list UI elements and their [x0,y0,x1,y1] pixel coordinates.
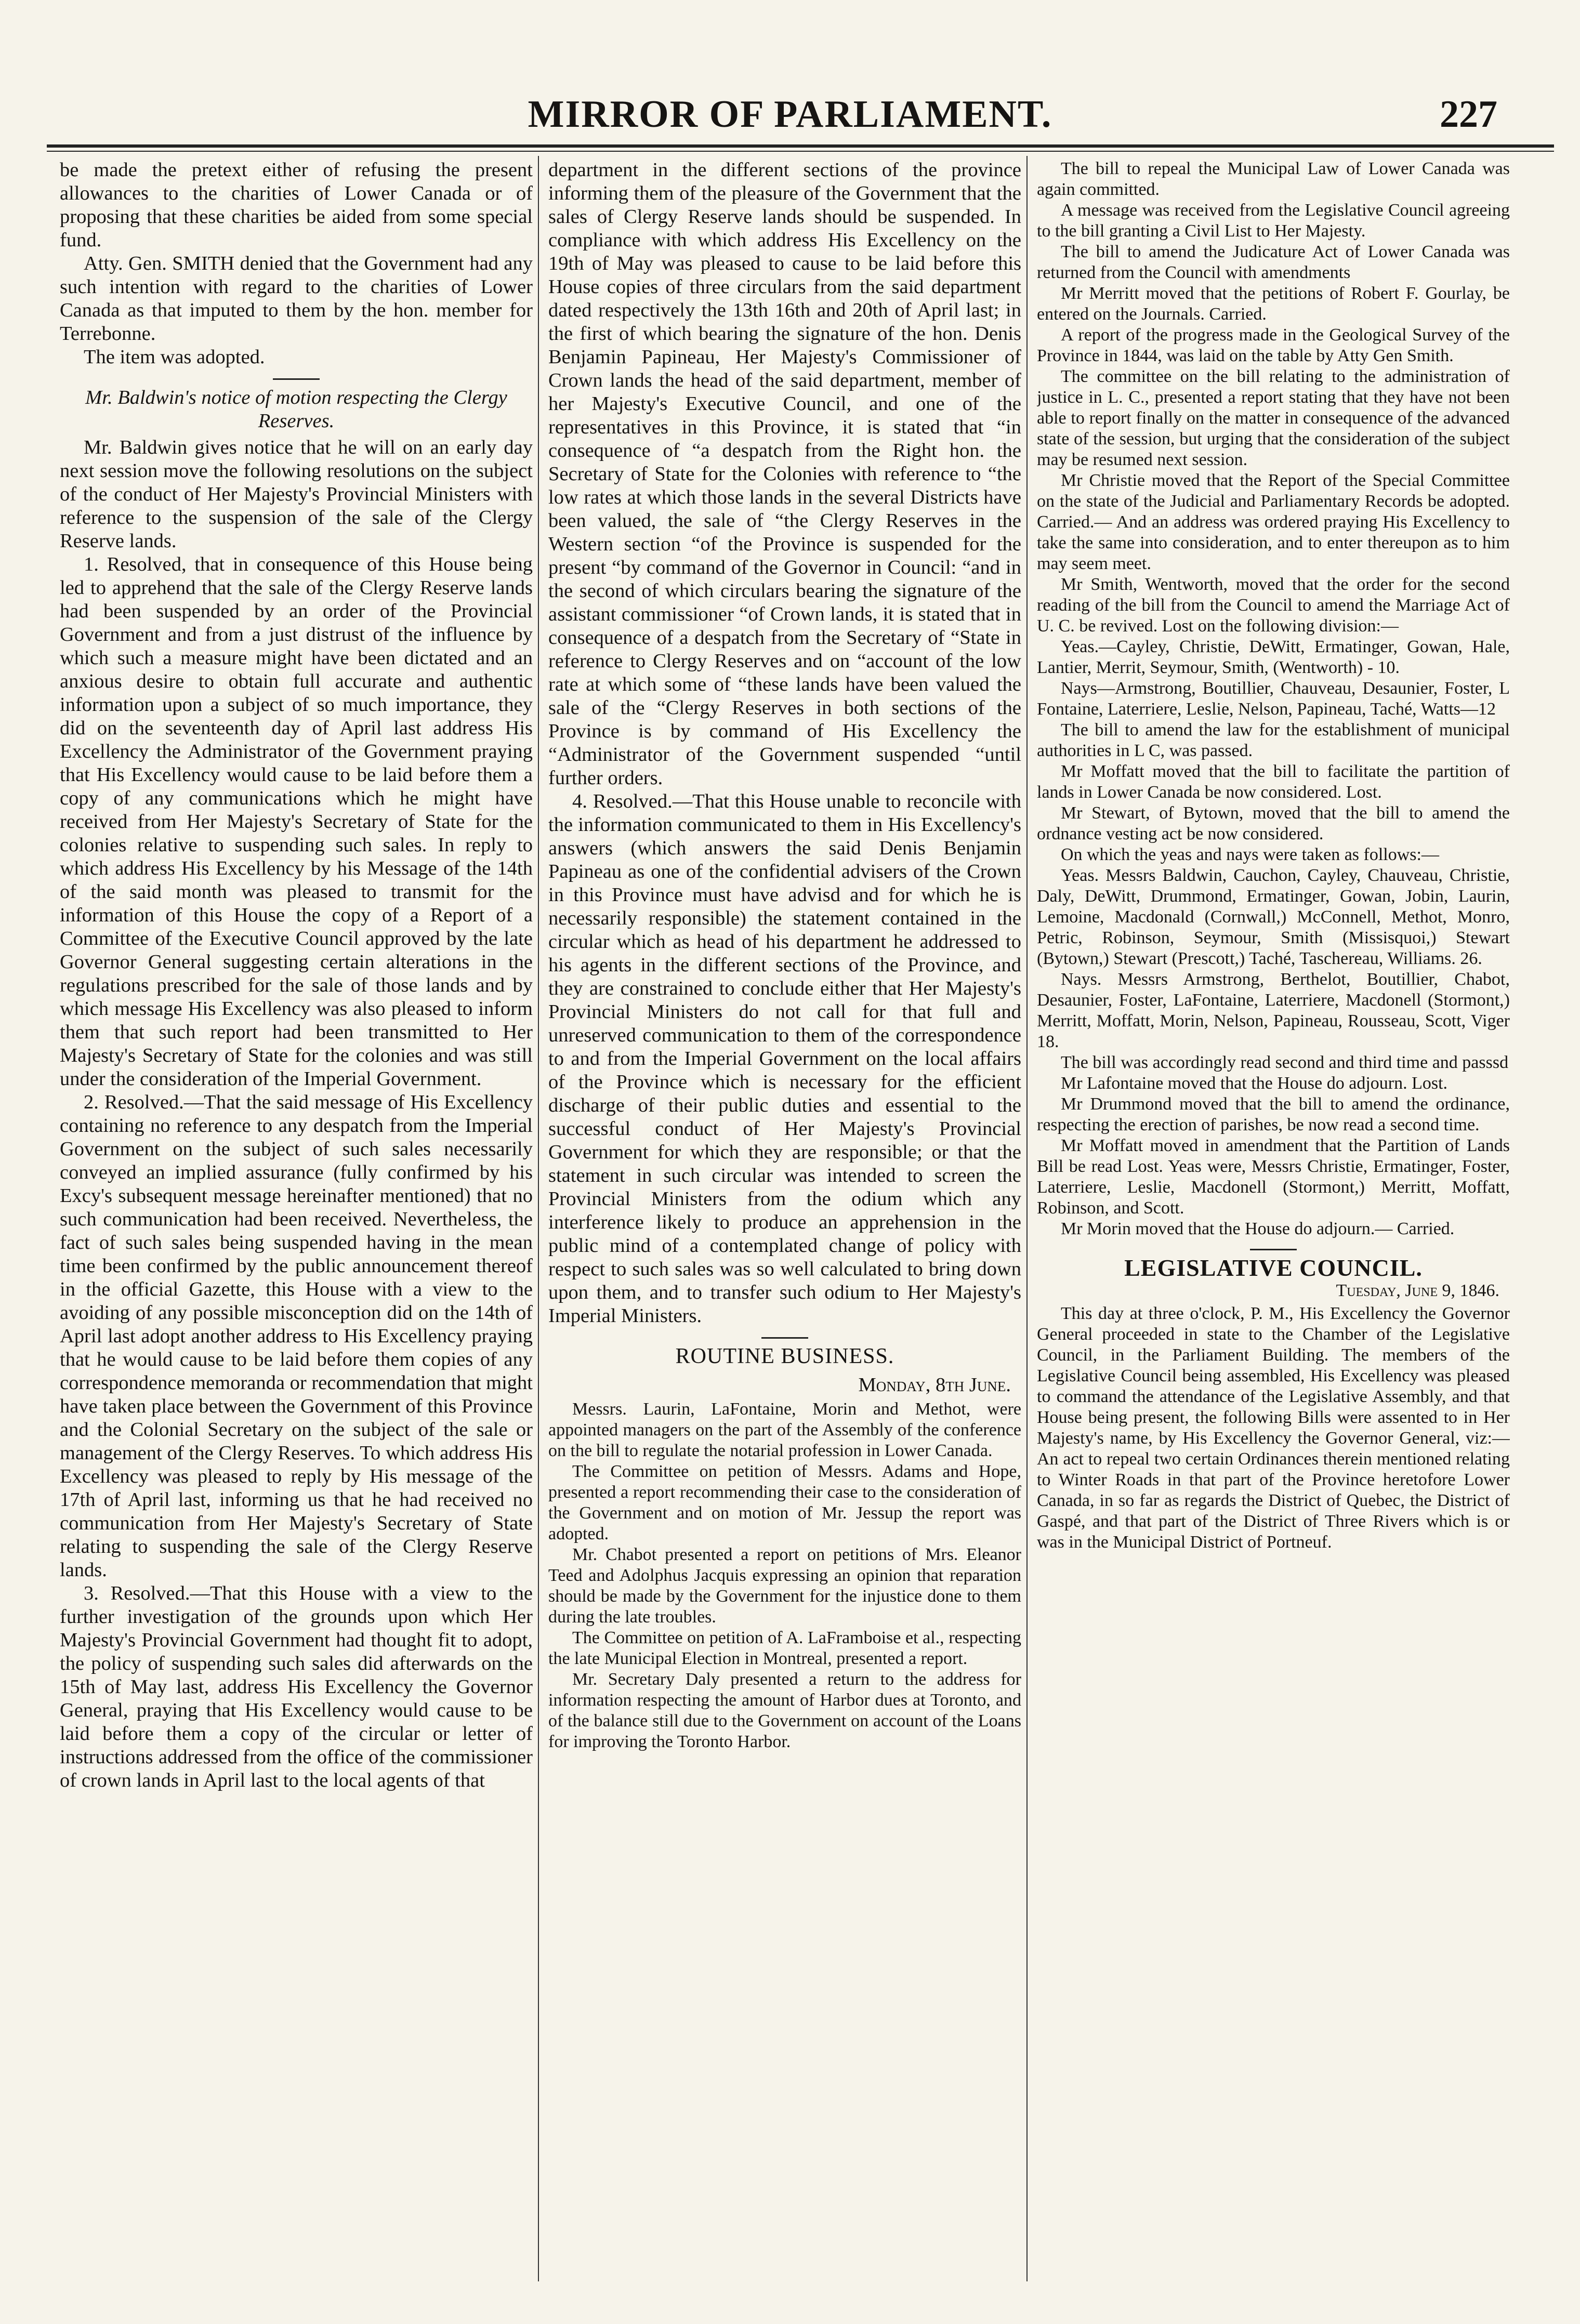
paragraph: The Committee on petition of A. LaFramboise et al., respecting the late Municipal Election in Montreal, presented a report. [548,1628,1021,1668]
section-heading: Mr. Baldwin's notice of motion respecting the Clergy Reserves. [85,387,507,432]
paragraph: Mr Lafontaine moved that the House do adjourn. Lost. [1061,1074,1448,1093]
paragraph: The Committee on petition of Messrs. Adams and Hope, presented a report recommending their case to the consideration of the Government and on motion of Mr. Jessup the report was adopted. [548,1462,1021,1543]
paragraph: The committee on the bill relating to the administration of justice in L. C., presented a report stating that they have not been able to report finally on the matter in consequence of the advanced state of the session, but urging that the consideration of the subject may be resumed next session. [1037,367,1510,469]
paragraph: The bill to amend the law for the establishment of municipal authorities in L C, was passed. [1037,720,1510,760]
paragraph: Mr. Secretary Daly presented a return to the address for information respecting the amount of Harbor dues at Toronto, and of the balance still due to the Government on account of the Loans for improving the Toronto Harbor. [548,1670,1021,1751]
page-title: MIRROR OF PARLIAMENT. [528,93,1052,136]
paragraph: Nays. Messrs Armstrong, Berthelot, Boutillier, Chabot, Desaunier, Foster, LaFontaine, Laterriere, Macdonell (Stormont,) Merritt, Moffatt, Morin, Nelson, Papineau, Rousseau, Scott, Viger 18. [1037,970,1510,1051]
paragraph: Yeas.—Cayley, Christie, DeWitt, Ermatinger, Gowan, Hale, Lantier, Merrit, Seymour, Smith, (Wentworth) - 10. [1037,637,1510,677]
paragraph: Mr Moffatt moved that the bill to facilitate the partition of lands in Lower Canada be now considered. Lost. [1037,762,1510,802]
paragraph: 4. Resolved.—That this House unable to reconcile with the information communicated to them in His Excellency's answers (which answers the said Denis Benjamin Papineau as one of the confidential advisers of the Crown in this Province must have advisd and for which he is necessarily responsible) the statement contained in the circular which as head of his department he addressed to his agents in the different sections of the Province, and they are constrained to conclude either that Her Majesty's Provincial Ministers do not call for that full and unreserved communication to them of the correspondence to and from the Imperial Government on the local affairs of the Province which is necessary for the efficient discharge of their public duties and essential to the successful conduct of Her Majesty's Provincial Government for which they are responsible; or that the statement in such circular was intended to screen the Provincial Ministers from the odium which any interference likely to produce an apprehension in the public mind of a contemplated change of policy with respect to such sales was so well calculated to bring down upon them, and to transfer such odium to Her Majesty's Imperial Ministers. [548,790,1021,1327]
section-heading: ROUTINE BUSINESS. [675,1344,894,1368]
paragraph: Mr Moffatt moved in amendment that the Partition of Lands Bill be read Lost. Yeas were, Messrs Christie, Ermatinger, Foster, Laterriere, Leslie, Macdonell (Stormont,) Merritt, Moffatt, Robinson, and Scott. [1037,1136,1510,1218]
section-rule [1250,1249,1297,1250]
header-rule [47,144,1554,152]
paragraph: 1. Resolved, that in consequence of this House being led to apprehend that the sale of the Clergy Reserve lands had been suspended by an order of the Provincial Government and from a just distrust of the influence by which such a measure might have been dictated and an anxious desire to obtain full accurate and authentic information upon a subject of so much importance, they did on the seventeenth day of April last address His Excellency the Administrator of the Government praying that His Excellency would cause to be laid before them a copy of any communications which he might have received from Her Majesty's Secretary of State for the colonies relative to suspending such sales. In reply to which address His Excellency by his Message of the 14th of the said month was pleased to transmit for the information of this House the copy of a Report of a Committee of the Executive Council approved by the late Governor General suggesting certain alterations in the regulations prescribed for the sale of those lands and by which message His Excellency was also pleased to inform them that such report had been transmitted to Her Majesty's Secretary of State for the colonies and was still under the consideration of the Imperial Government. [60,553,533,1090]
paragraph: Mr. Chabot presented a report on petitions of Mrs. Eleanor Teed and Adolphus Jacquis expressing an opinion that reparation should be made by the Government for the injustice done to them during the late troubles. [548,1545,1021,1627]
paragraph: Mr Morin moved that the House do adjourn.— Carried. [1061,1219,1455,1238]
paragraph: Mr Smith, Wentworth, moved that the order for the second reading of the bill from the Council to amend the Marriage Act of U. C. be revived. Lost on the following division:— [1037,575,1510,636]
column-divider [538,156,539,2281]
paragraph: The bill to amend the Judicature Act of Lower Canada was returned from the Council with amendments [1037,242,1510,282]
paragraph: A report of the progress made in the Geological Survey of the Province in 1844, was laid on the table by Atty Gen Smith. [1037,325,1510,365]
date-line: Monday, 8th June. [858,1374,1011,1396]
paragraph: be made the pretext either of refusing the present allowances to the charities of Lower Canada or of proposing that these charities be aided from some special fund. [60,159,533,251]
paragraph: The bill to repeal the Municipal Law of Lower Canada was again committed. [1037,159,1510,199]
paragraph: This day at three o'clock, P. M., His Excellency the Governor General proceeded in state to the Chamber of the Legislative Council, in the Parliament Building. The members of the Legislative Council being assembled, His Excellency was pleased to command the attendance of the Legislative Assembly, and that House being present, the following Bills were assented to in Her Majesty's name, by His Excellency the Governor General, viz:— An act to repeal two certain Ordinances therein mentioned relating to Winter Roads in that part of the Province heretofore Lower Canada, in so far as regards the District of Quebec, the District of Gaspé, and that part of the District of Three Rivers which is or was in the Municipal District of Portneuf. [1037,1304,1510,1552]
column-3 [1037,159,1510,2279]
column-divider [1026,156,1028,2281]
paragraph: Mr Christie moved that the Report of the Special Committee on the state of the Judicial and Parliamentary Records be adopted. Carried.— And an address was ordered praying His Excellency to take the same into consideration, and to enter thereupon as to him may seem meet. [1037,471,1510,573]
paragraph: Messrs. Laurin, LaFontaine, Morin and Methot, were appointed managers on the part of the Assembly of the conference on the bill to regulate the notarial profession in Lower Canada. [548,1399,1021,1460]
paragraph: Mr. Baldwin gives notice that he will on an early day next session move the following resolutions on the subject of the conduct of Her Majesty's Provincial Ministers with reference to the suspension of the sale of the Clergy Reserve lands. [60,437,533,552]
paragraph: 2. Resolved.—That the said message of His Excellency containing no reference to any despatch from the Imperial Government on the subject of such sales necessarily conveyed an implied assurance (fully confirmed by his Excy's subsequent message hereinafter mentioned) that no such communication had been received. Nevertheless, the fact of such sales being suspended having in the mean time been confirmed by the public announcement thereof in the official Gazette, this House with a view to the avoiding of any possible misconception did on the 14th of April last adopt another address to His Excellency praying that he would cause to be laid before them copies of any correspondence memoranda or recommendation that might have taken place between the Government of this Province and the Colonial Secretary on the subject of the sale or management of the Clergy Reserves. To which address His Excellency was pleased to reply by His message of the 17th of April last, informing us that he had received no communication from Her Majesty's Secretary of State relating to suspending the sale of the Clergy Reserve lands. [60,1091,533,1581]
page-number: 227 [1440,93,1497,136]
paragraph: 3. Resolved.—That this House with a view to the further investigation of the grounds upon which Her Majesty's Provincial Government had thought fit to adopt, the policy of suspending such sales did afterwards on the 15th of May last, address His Excellency the Governor General, praying that His Excellency would cause to be laid before them a copy of the circular or letter of instructions addressed from the office of the commissioner of crown lands in April last to the local agents of that [60,1582,533,1791]
paragraph: department in the different sections of the province informing them of the pleasure of the Government that the sales of Clergy Reserve lands should be suspended. In compliance with which address His Excellency on the 19th of May was pleased to cause to be laid before this House copies of three circulars from the said department dated respectively the 13th 16th and 20th of April last; in the first of which bearing the signature of the hon. Denis Benjamin Papineau, Her Majesty's Commissioner of Crown lands the head of the said department, member of her Majesty's Executive Council, and one of the representatives in this Province, it is stated that “in consequence of “a despatch from the Right hon. the Secretary of State for the Colonies with reference to “the low rates at which those lands in the several Districts have been valued, the sale of “the Clergy Reserves in the Western section “of the Province is suspended for the present “by command of the Governor in Council: “and in the second of which circulars bearing the signature of the assistant commissioner “of Crown lands, it is stated that in consequence of a despatch from the Secretary of “State in reference to Clergy Reserves and on “account of the low rate at which some of “these lands have been valued the sale of the “Clergy Reserves in both sections of the Province is by command of His Excellency the “Administrator of the Government suspended “until further orders. [548,159,1021,789]
paragraph: Mr Drummond moved that the bill to amend the ordinance, respecting the erection of parishes, be now read a second time. [1037,1094,1510,1134]
section-rule [273,378,320,380]
section-heading: LEGISLATIVE COUNCIL. [1124,1255,1423,1281]
paragraph: Nays—Armstrong, Boutillier, Chauveau, Desaunier, Foster, L Fontaine, Laterriere, Leslie, Nelson, Papineau, Taché, Watts—12 [1037,679,1510,719]
paragraph: Atty. Gen. SMITH denied that the Government had any such intention with regard to the charities of Lower Canada as that imputed to them by the hon. member for Terrebonne. [60,253,533,345]
paragraph: On which the yeas and nays were taken as follows:— [1061,845,1439,864]
paragraph: Mr Stewart, of Bytown, moved that the bill to amend the ordnance vesting act be now considered. [1037,803,1510,843]
section-rule [761,1337,808,1339]
column-1 [60,159,533,2279]
paragraph: The bill was accordingly read second and third time and passsd [1061,1053,1509,1072]
paragraph: Yeas. Messrs Baldwin, Cauchon, Cayley, Chauveau, Christie, Daly, DeWitt, Drummond, Ermatinger, Gowan, Jobin, Laurin, Lemoine, Macdonald (Cornwall,) McConnell, Methot, Monro, Petric, Robinson, Seymour, Smith (Missisquoi,) Stewart (Bytown,) Stewart (Prescott,) Taché, Taschereau, Williams. 26. [1037,866,1510,968]
paragraph: A message was received from the Legislative Council agreeing to the bill granting a Civil List to Her Majesty. [1037,201,1510,241]
date-line: Tuesday, June 9, 1846. [1336,1281,1499,1300]
paragraph: Mr Merritt moved that the petitions of Robert F. Gourlay, be entered on the Journals. Carried. [1037,284,1510,324]
paragraph: The item was adopted. [84,346,265,368]
column-2 [548,159,1021,2279]
